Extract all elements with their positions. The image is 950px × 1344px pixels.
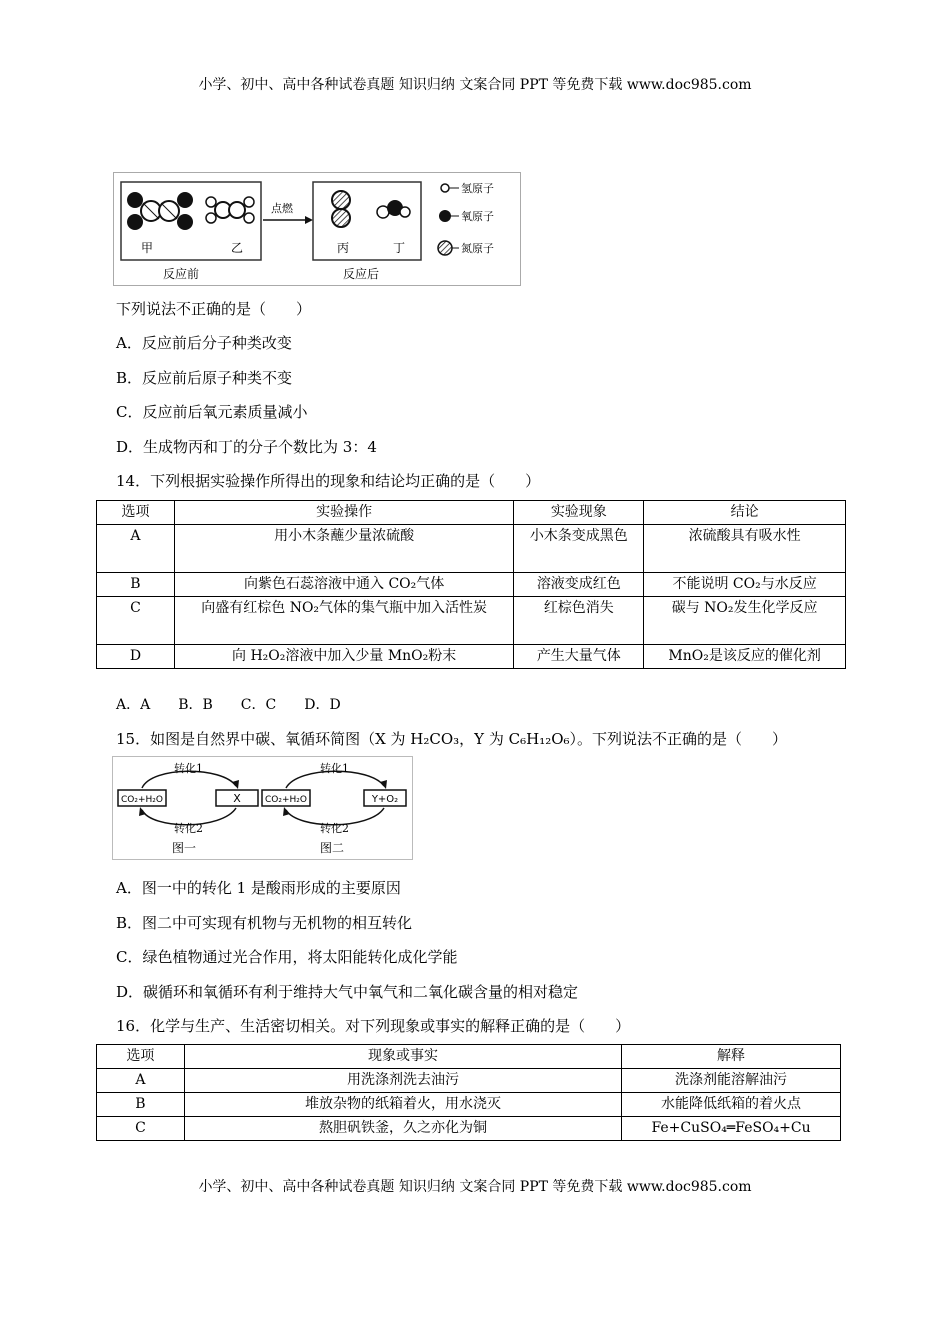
table-cell: MnO₂是该反应的催化剂 — [644, 645, 846, 669]
table-cell: A — [97, 525, 175, 573]
table-row — [97, 645, 846, 669]
legend-h-icon — [441, 184, 449, 192]
table-header-cell: 实验现象 — [514, 501, 644, 525]
label-after: 反应后 — [343, 267, 380, 281]
fig2-left-box: CO₂+H₂O — [265, 795, 307, 805]
label-ding: 丁 — [393, 241, 406, 255]
table-cell: 碳与 NO₂发生化学反应 — [644, 597, 846, 645]
table-row — [97, 1069, 841, 1093]
table-cell: 洗涤剂能溶解油污 — [622, 1069, 841, 1093]
table-row — [97, 525, 846, 573]
table-cell: 浓硫酸具有吸水性 — [644, 525, 846, 573]
table-cell: 向紫色石蕊溶液中通入 CO₂气体 — [174, 573, 514, 597]
table-header-row — [97, 1045, 841, 1069]
table-cell: 红棕色消失 — [514, 597, 644, 645]
fig2-title: 图二 — [320, 841, 345, 855]
fig2-conv1: 转化1 — [320, 762, 349, 775]
table-row — [97, 1117, 841, 1141]
fig1-right-box: X — [233, 792, 241, 805]
legend-n-icon — [438, 241, 452, 255]
table-cell: Fe+CuSO₄═FeSO₄+Cu — [622, 1117, 841, 1141]
table-cell: 水能降低纸箱的着火点 — [622, 1093, 841, 1117]
table-header-cell: 现象或事实 — [184, 1045, 621, 1069]
q13-option-c[interactable]: C．反应前后氧元素质量减小 — [116, 403, 308, 421]
q15-option-a[interactable]: A．图一中的转化 1 是酸雨形成的主要原因 — [116, 879, 401, 897]
table-row — [97, 597, 846, 645]
q14-table — [96, 500, 846, 669]
q16-table — [96, 1044, 841, 1141]
label-before: 反应前 — [163, 267, 200, 281]
label-bing: 丙 — [337, 241, 350, 255]
table-header-cell: 实验操作 — [174, 501, 514, 525]
table-header-cell: 选项 — [97, 501, 175, 525]
q14-answer-options[interactable]: A．A B．B C．C D．D — [116, 697, 341, 713]
q15-option-b[interactable]: B．图二中可实现有机物与无机物的相互转化 — [116, 914, 413, 932]
q13-option-d[interactable]: D．生成物丙和丁的分子个数比为 3：4 — [116, 438, 377, 456]
legend-o: 氧原子 — [461, 210, 494, 223]
table-cell: 产生大量气体 — [514, 645, 644, 669]
fig1-title: 图一 — [172, 841, 197, 855]
table-cell: 用洗涤剂洗去油污 — [184, 1069, 621, 1093]
q15-option-c[interactable]: C．绿色植物通过光合作用，将太阳能转化成化学能 — [116, 948, 458, 966]
fig2-conv2: 转化2 — [320, 822, 349, 835]
table-cell: B — [97, 573, 175, 597]
table-cell: 向 H₂O₂溶液中加入少量 MnO₂粉末 — [174, 645, 514, 669]
table-header-cell: 结论 — [644, 501, 846, 525]
legend-n: 氮原子 — [461, 242, 494, 255]
table-row — [97, 573, 846, 597]
legend-o-icon — [439, 210, 451, 222]
fig1-conv1: 转化1 — [174, 762, 203, 775]
q13-stem: 下列说法不正确的是（ ） — [116, 300, 312, 318]
table-cell: 溶液变成红色 — [514, 573, 644, 597]
q13-option-b[interactable]: B．反应前后原子种类不变 — [116, 369, 293, 387]
table-row — [97, 1093, 841, 1117]
q13-option-a[interactable]: A．反应前后分子种类改变 — [116, 334, 292, 352]
legend-h: 氢原子 — [461, 182, 494, 195]
table-cell: C — [97, 597, 175, 645]
page-footer: 小学、初中、高中各种试卷真题 知识归纳 文案合同 PPT 等免费下载 www.doc985.com — [198, 1179, 752, 1195]
table-cell: A — [97, 1069, 185, 1093]
table-cell: 堆放杂物的纸箱着火，用水浇灭 — [184, 1093, 621, 1117]
fig1-left-box: CO₂+H₂O — [121, 795, 163, 805]
fig2-right-box: Y+O₂ — [371, 794, 399, 805]
table-cell: D — [97, 645, 175, 669]
q14-stem: 14．下列根据实验操作所得出的现象和结论均正确的是（ ） — [116, 472, 541, 490]
q15-stem: 15．如图是自然界中碳、氧循环简图（X 为 H₂CO₃，Y 为 C₆H₁₂O₆）。下列说法不正确的是（ ） — [116, 730, 788, 748]
fig1-conv2: 转化2 — [174, 822, 203, 835]
table-cell: 向盛有红棕色 NO₂气体的集气瓶中加入活性炭 — [174, 597, 514, 645]
table-cell: 不能说明 CO₂与水反应 — [644, 573, 846, 597]
molecule-reaction-figure — [113, 172, 521, 286]
table-header-row — [97, 501, 846, 525]
table-cell: 熬胆矾铁釜，久之亦化为铜 — [184, 1117, 621, 1141]
q15-option-d[interactable]: D．碳循环和氧循环有利于维持大气中氧气和二氧化碳含量的相对稳定 — [116, 983, 579, 1001]
label-jia: 甲 — [141, 241, 154, 255]
table-cell: 用小木条蘸少量浓硫酸 — [174, 525, 514, 573]
table-header-cell: 选项 — [97, 1045, 185, 1069]
carbon-oxygen-cycle-figure — [112, 756, 413, 860]
table-cell: 小木条变成黑色 — [514, 525, 644, 573]
table-header-cell: 解释 — [622, 1045, 841, 1069]
arrow-label: 点燃 — [271, 202, 293, 215]
q16-stem: 16．化学与生产、生活密切相关。对下列现象或事实的解释正确的是（ ） — [116, 1017, 631, 1035]
label-yi: 乙 — [231, 241, 244, 255]
page-header: 小学、初中、高中各种试卷真题 知识归纳 文案合同 PPT 等免费下载 www.doc985.com — [198, 77, 752, 93]
table-cell: C — [97, 1117, 185, 1141]
table-cell: B — [97, 1093, 185, 1117]
